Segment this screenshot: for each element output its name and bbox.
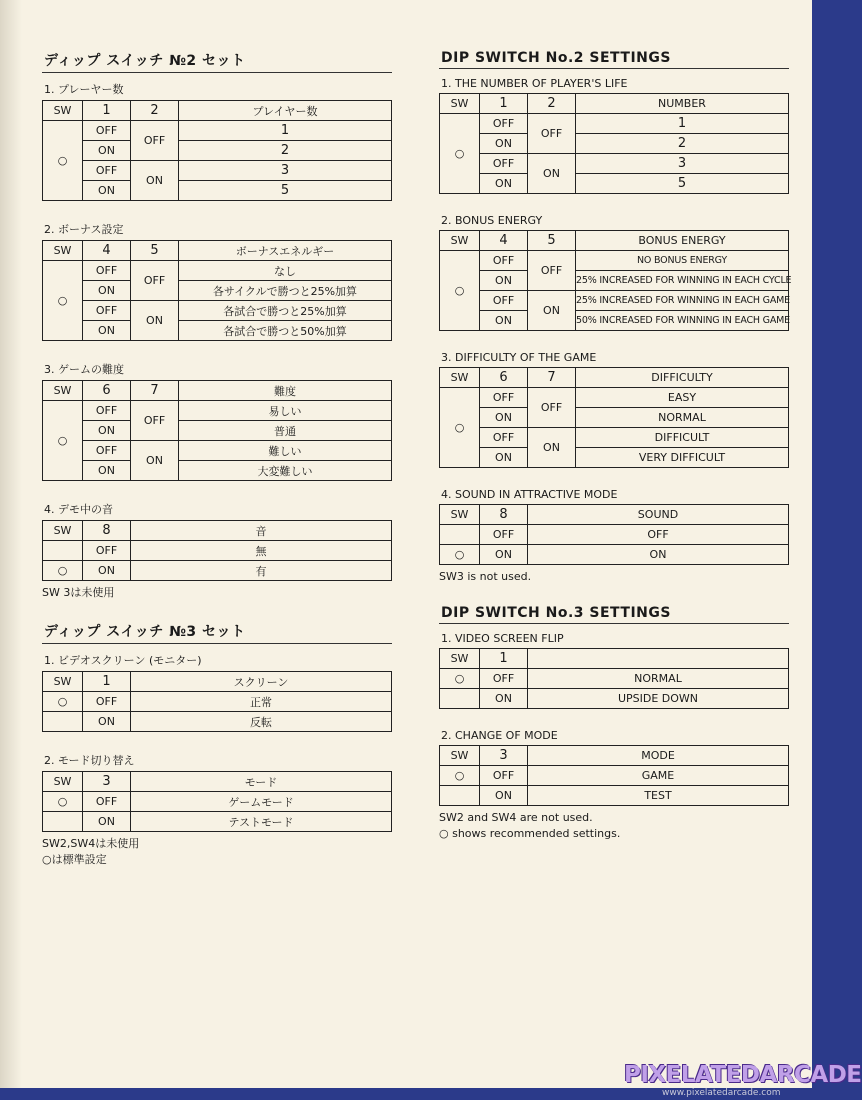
recommended-marker: ○ — [43, 792, 83, 812]
cell — [440, 525, 480, 545]
header-switch: 1 — [480, 94, 528, 114]
cell: OFF — [83, 541, 131, 561]
bonus-table-en — [439, 230, 792, 331]
header-sw: SW — [43, 521, 83, 541]
cell: テストモード — [131, 812, 392, 832]
header-sw: SW — [43, 772, 83, 792]
recommended-marker: ○ — [43, 121, 83, 201]
cell: 25% INCREASED FOR WINNING IN EACH GAME — [576, 291, 789, 311]
cell: OFF — [480, 669, 528, 689]
cell: ON — [528, 428, 576, 468]
header-switch: 4 — [83, 241, 131, 261]
screen-title-jp: 1. ビデオスクリーン (モニター) — [44, 654, 202, 667]
difficulty-title-jp: 3. ゲームの難度 — [44, 363, 124, 376]
header-switch: 7 — [528, 368, 576, 388]
cell: OFF — [480, 291, 528, 311]
header-value: プレイヤー数 — [179, 101, 392, 121]
cell: ON — [480, 689, 528, 709]
cell: 3 — [576, 154, 789, 174]
header-switch: 1 — [480, 649, 528, 669]
mode-table-jp — [42, 771, 392, 832]
header-sw: SW — [43, 381, 83, 401]
cell: OFF — [83, 692, 131, 712]
cell: 易しい — [179, 401, 392, 421]
cell: 25% INCREASED FOR WINNING IN EACH CYCLE — [576, 271, 789, 291]
cell: ON — [480, 174, 528, 194]
mode-title-en: 2. CHANGE OF MODE — [441, 729, 558, 742]
difficulty-table-en — [439, 367, 789, 468]
cell — [43, 812, 83, 832]
cell: OFF — [528, 114, 576, 154]
cell: 各試合で勝つと25%加算 — [179, 301, 392, 321]
cell: なし — [179, 261, 392, 281]
cell: 1 — [576, 114, 789, 134]
header-value: SOUND — [528, 505, 789, 525]
header-switch: 2 — [528, 94, 576, 114]
header-value: ボーナスエネルギー — [179, 241, 392, 261]
difficulty-table-jp — [42, 380, 392, 481]
cell: ON — [83, 421, 131, 441]
english-column — [439, 50, 792, 842]
recommended-marker: ○ — [440, 251, 480, 331]
header-sw: SW — [440, 368, 480, 388]
cell: NORMAL — [528, 669, 789, 689]
note-en: SW3 is not used. — [439, 570, 532, 583]
cell — [43, 541, 83, 561]
cell: ON — [528, 154, 576, 194]
cell: OFF — [131, 121, 179, 161]
cell: OFF — [131, 261, 179, 301]
header-switch: 5 — [528, 231, 576, 251]
cell: DIFFICULT — [576, 428, 789, 448]
cell: OFF — [83, 792, 131, 812]
recommended-marker: ○ — [440, 545, 480, 565]
mode-title-jp: 2. モード切り替え — [44, 754, 135, 767]
screen-title-en: 1. VIDEO SCREEN FLIP — [441, 632, 564, 645]
players-title-en: 1. THE NUMBER OF PLAYER'S LIFE — [441, 77, 628, 90]
header-switch: 1 — [83, 101, 131, 121]
header-value: 難度 — [179, 381, 392, 401]
header-value: DIFFICULTY — [576, 368, 789, 388]
cell: ON — [480, 408, 528, 428]
cell: ON — [131, 441, 179, 481]
cell: 難しい — [179, 441, 392, 461]
cell: ON — [480, 786, 528, 806]
header-sw: SW — [440, 231, 480, 251]
players-table-en — [439, 93, 789, 194]
cell: ON — [480, 545, 528, 565]
cell: OFF — [83, 401, 131, 421]
cell: 普通 — [179, 421, 392, 441]
watermark-url: www.pixelatedarcade.com — [662, 1088, 781, 1098]
bonus-title-en: 2. BONUS ENERGY — [441, 214, 543, 227]
header-switch: 7 — [131, 381, 179, 401]
header-sw: SW — [440, 505, 480, 525]
cell: VERY DIFFICULT — [576, 448, 789, 468]
header-switch: 6 — [480, 368, 528, 388]
header-value — [528, 649, 789, 669]
cell: OFF — [480, 766, 528, 786]
cell: OFF — [83, 301, 131, 321]
cell: 5 — [179, 181, 392, 201]
cell: ON — [131, 161, 179, 201]
cell: OFF — [480, 388, 528, 408]
cell: OFF — [480, 114, 528, 134]
cell: OFF — [83, 441, 131, 461]
dip2-title-en: DIP SWITCH No.2 SETTINGS — [439, 50, 789, 69]
cell: ON — [528, 291, 576, 331]
header-switch: 5 — [131, 241, 179, 261]
dip2-title-jp: ディップ スイッチ №2 セット — [42, 50, 392, 73]
cell: ON — [480, 311, 528, 331]
cell: ON — [83, 561, 131, 581]
recommended-marker: ○ — [43, 561, 83, 581]
cell: NO BONUS ENERGY — [576, 251, 789, 271]
sound-table-en — [439, 504, 789, 565]
cell: OFF — [480, 428, 528, 448]
sound-title-en: 4. SOUND IN ATTRACTIVE MODE — [441, 488, 618, 501]
cell: 各試合で勝つと50%加算 — [179, 321, 392, 341]
cell: 有 — [131, 561, 392, 581]
cell: ゲームモード — [131, 792, 392, 812]
japanese-column — [42, 50, 392, 868]
cell: 2 — [179, 141, 392, 161]
recommended-marker: ○ — [43, 261, 83, 341]
sound-title-jp: 4. デモ中の音 — [44, 503, 113, 516]
header-sw: SW — [440, 746, 480, 766]
header-sw: SW — [440, 94, 480, 114]
header-value: スクリーン — [131, 672, 392, 692]
sound-table-jp — [42, 520, 392, 581]
note-unused-en: SW2 and SW4 are not used. — [439, 811, 593, 824]
header-value: モード — [131, 772, 392, 792]
cell: 大変難しい — [179, 461, 392, 481]
cell — [440, 786, 480, 806]
header-switch: 3 — [480, 746, 528, 766]
cell: ON — [131, 301, 179, 341]
watermark-logo: PIXELATEDARCADE — [624, 1062, 862, 1088]
cell: OFF — [480, 525, 528, 545]
cell: ON — [83, 812, 131, 832]
note-recommended-jp: ○は標準設定 — [42, 853, 107, 866]
cell: TEST — [528, 786, 789, 806]
players-title-jp: 1. プレーヤー数 — [44, 83, 124, 96]
cell — [440, 689, 480, 709]
dip3-title-en: DIP SWITCH No.3 SETTINGS — [439, 605, 789, 624]
header-value: 音 — [131, 521, 392, 541]
header-switch: 6 — [83, 381, 131, 401]
header-sw: SW — [43, 101, 83, 121]
cell: 1 — [179, 121, 392, 141]
cell: ON — [83, 141, 131, 161]
players-table-jp — [42, 100, 392, 201]
cell: 正常 — [131, 692, 392, 712]
note-recommended-en: ○ shows recommended settings. — [439, 827, 621, 840]
cell: OFF — [528, 388, 576, 428]
cell: ON — [83, 712, 131, 732]
cell: OFF — [480, 154, 528, 174]
cell: 各サイクルで勝つと25%加算 — [179, 281, 392, 301]
header-sw: SW — [43, 672, 83, 692]
recommended-marker: ○ — [440, 766, 480, 786]
header-sw: SW — [43, 241, 83, 261]
cell: OFF — [480, 251, 528, 271]
cell — [43, 712, 83, 732]
header-sw: SW — [440, 649, 480, 669]
cell: ON — [83, 181, 131, 201]
cell: EASY — [576, 388, 789, 408]
bonus-table-jp — [42, 240, 392, 341]
cell: GAME — [528, 766, 789, 786]
cell: ON — [83, 461, 131, 481]
header-value: NUMBER — [576, 94, 789, 114]
header-switch: 4 — [480, 231, 528, 251]
note-jp: SW 3は未使用 — [42, 586, 115, 599]
cell: 反転 — [131, 712, 392, 732]
cell: 50% INCREASED FOR WINNING IN EACH GAME — [576, 311, 789, 331]
cell: OFF — [528, 251, 576, 291]
header-switch: 1 — [83, 672, 131, 692]
cell: OFF — [83, 261, 131, 281]
recommended-marker: ○ — [440, 388, 480, 468]
header-value: BONUS ENERGY — [576, 231, 789, 251]
cell: OFF — [528, 525, 789, 545]
header-value: MODE — [528, 746, 789, 766]
cell: 無 — [131, 541, 392, 561]
bonus-title-jp: 2. ボーナス設定 — [44, 223, 124, 236]
cell: 5 — [576, 174, 789, 194]
cell: NORMAL — [576, 408, 789, 428]
recommended-marker: ○ — [43, 401, 83, 481]
screen-table-en — [439, 648, 789, 709]
cell: ON — [480, 271, 528, 291]
screen-table-jp — [42, 671, 392, 732]
cell: OFF — [131, 401, 179, 441]
dip3-title-jp: ディップ スイッチ №3 セット — [42, 621, 392, 644]
cell: OFF — [83, 161, 131, 181]
cell: ON — [480, 448, 528, 468]
recommended-marker: ○ — [440, 669, 480, 689]
cell: OFF — [83, 121, 131, 141]
cell: 2 — [576, 134, 789, 154]
page-binding-shadow — [0, 0, 22, 1088]
cell: 3 — [179, 161, 392, 181]
header-switch: 3 — [83, 772, 131, 792]
header-switch: 2 — [131, 101, 179, 121]
recommended-marker: ○ — [440, 114, 480, 194]
header-switch: 8 — [83, 521, 131, 541]
note-unused-jp: SW2,SW4は未使用 — [42, 837, 140, 850]
cell: ON — [528, 545, 789, 565]
recommended-marker: ○ — [43, 692, 83, 712]
cell: ON — [83, 321, 131, 341]
cell: UPSIDE DOWN — [528, 689, 789, 709]
difficulty-title-en: 3. DIFFICULTY OF THE GAME — [441, 351, 597, 364]
cell: ON — [480, 134, 528, 154]
header-switch: 8 — [480, 505, 528, 525]
mode-table-en — [439, 745, 789, 806]
cell: ON — [83, 281, 131, 301]
